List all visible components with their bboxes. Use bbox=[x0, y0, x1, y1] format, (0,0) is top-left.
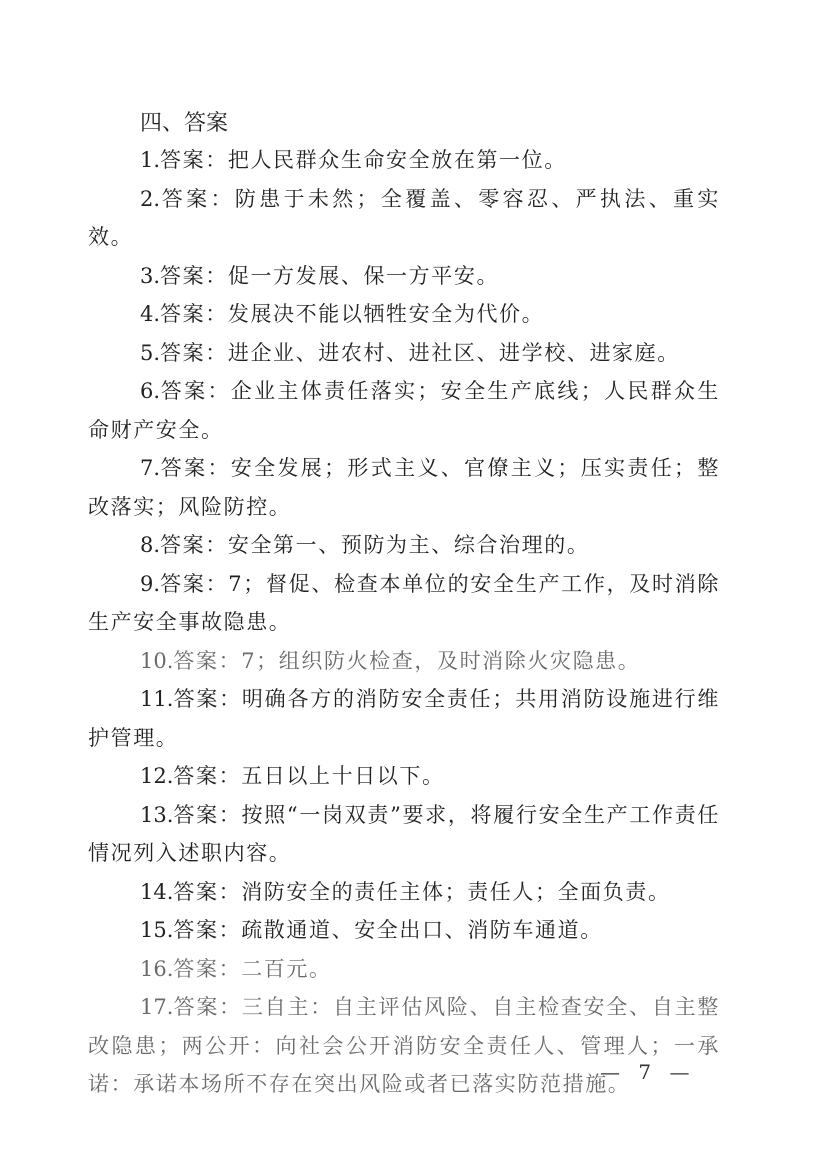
answer-text: 答案：按照“一岗双责”要求，将履行安全生产工作责任情况列入述职内容。 bbox=[88, 802, 720, 865]
answer-text: 答案：7；组织防火检查，及时消除火灾隐患。 bbox=[173, 648, 641, 673]
answer-text: 答案：二百元。 bbox=[173, 956, 332, 981]
answer-item bbox=[88, 372, 720, 449]
answer-text: 答案：三自主：自主评估风险、自主检查安全、自主整改隐患；两公开：向社会公开消防安全责任人、管理人；一承诺：承诺本场所不存在突出风险或者已落实防范措施。 bbox=[88, 995, 720, 1096]
answer-item bbox=[88, 950, 720, 989]
answer-number: 17. bbox=[140, 995, 174, 1019]
answer-item bbox=[88, 526, 720, 565]
answer-list bbox=[88, 141, 720, 1104]
answer-item bbox=[88, 680, 720, 757]
answer-number: 10. bbox=[140, 648, 174, 673]
answer-text: 答案：五日以上十日以下。 bbox=[173, 764, 445, 788]
page-number: — 7 — bbox=[600, 1060, 696, 1084]
answer-item bbox=[88, 873, 720, 912]
answer-text: 答案：促一方发展、保一方平安。 bbox=[160, 263, 500, 288]
answer-item bbox=[88, 796, 720, 873]
answer-text: 答案：进企业、进农村、进社区、进学校、进家庭。 bbox=[160, 340, 680, 365]
answer-text: 答案：企业主体责任落实；安全生产底线；人民群众生命财产安全。 bbox=[88, 379, 720, 442]
answer-item bbox=[88, 295, 720, 334]
answer-item bbox=[88, 642, 720, 681]
answer-item bbox=[88, 911, 720, 950]
answer-number: 2. bbox=[140, 186, 161, 211]
answer-number: 5. bbox=[140, 340, 161, 365]
answer-text: 答案：7；督促、检查本单位的安全生产工作，及时消除生产安全事故隐患。 bbox=[88, 571, 720, 634]
answer-number: 12. bbox=[140, 764, 174, 788]
answer-item bbox=[88, 988, 720, 1104]
answer-number: 14. bbox=[140, 879, 174, 904]
answer-text: 答案：把人民群众生命安全放在第一位。 bbox=[160, 148, 567, 172]
answer-item bbox=[88, 757, 720, 796]
answer-item bbox=[88, 565, 720, 642]
answer-text: 答案：明确各方的消防安全责任；共用消防设施进行维护管理。 bbox=[88, 687, 720, 750]
section-heading: 四、答案 bbox=[140, 111, 229, 136]
answer-number: 6. bbox=[140, 379, 161, 403]
answer-number: 7. bbox=[140, 456, 161, 480]
answer-item bbox=[88, 141, 720, 180]
answer-text: 答案：疏散通道、安全出口、消防车通道。 bbox=[173, 918, 603, 942]
answer-item bbox=[88, 257, 720, 296]
answer-number: 11. bbox=[140, 687, 174, 711]
answer-number: 15. bbox=[140, 918, 174, 942]
answer-item bbox=[88, 180, 720, 257]
answer-number: 16. bbox=[140, 956, 174, 981]
answer-number: 13. bbox=[140, 802, 174, 827]
answer-text: 答案：发展决不能以牺牲安全为代价。 bbox=[160, 302, 545, 326]
answer-text: 答案：安全第一、预防为主、综合治理的。 bbox=[160, 533, 590, 557]
answer-number: 1. bbox=[140, 148, 161, 172]
answer-text: 答案：消防安全的责任主体；责任人；全面负责。 bbox=[173, 879, 671, 904]
answer-text: 答案：安全发展；形式主义、官僚主义；压实责任；整改落实；风险防控。 bbox=[88, 456, 720, 519]
answer-number: 8. bbox=[140, 533, 161, 557]
answer-number: 3. bbox=[140, 263, 161, 288]
answer-number: 4. bbox=[140, 302, 161, 326]
answer-item bbox=[88, 449, 720, 526]
answer-text: 答案：防患于未然；全覆盖、零容忍、严执法、重实效。 bbox=[88, 186, 720, 249]
answer-item bbox=[88, 334, 720, 373]
answer-number: 9. bbox=[140, 571, 161, 596]
